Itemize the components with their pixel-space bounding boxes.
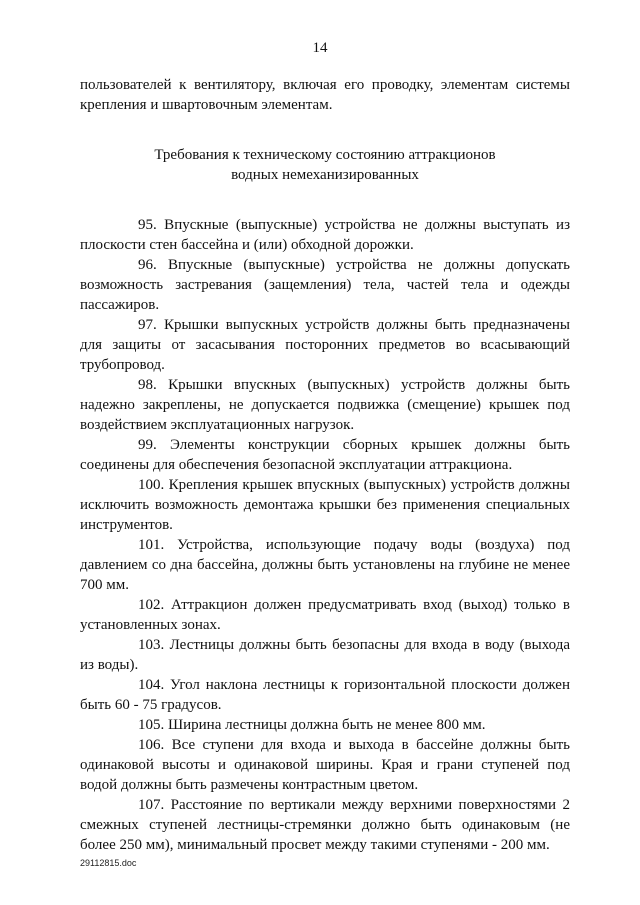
section-heading-line-1: Требования к техническому состоянию аттракционов — [154, 147, 496, 163]
item-95: 95. Впускные (выпускные) устройства не должны выступать из плоскости стен бассейна и (или) обходной дорожки. — [80, 217, 570, 253]
item-96: 96. Впускные (выпускные) устройства не должны допускать возможность застревания (защемления) тела, частей тела и одежды пассажиров. — [80, 257, 570, 313]
item-99: 99. Элементы конструкции сборных крышек должны быть соединены для обеспечения безопасной эксплуатации аттракциона. — [80, 437, 570, 473]
item-107: 107. Расстояние по вертикали между верхними поверхностями 2 смежных ступеней лестницы-стремянки должно быть одинаковым (не более 250 мм), минимальный просвет между такими ступенями - 200 мм. — [80, 797, 570, 853]
item-98: 98. Крышки впускных (выпускных) устройств должны быть надежно закреплены, не допускается подвижка (смещение) крышек под воздействием эксплуатационных нагрузок. — [80, 377, 570, 433]
document-body — [80, 75, 570, 855]
page-number: 14 — [312, 40, 328, 56]
footer-filename: 29112815.doc — [80, 858, 137, 868]
section-heading-line-2: водных немеханизированных — [231, 167, 419, 183]
item-103: 103. Лестницы должны быть безопасны для входа в воду (выхода из воды). — [80, 637, 570, 673]
item-105: 105. Ширина лестницы должна быть не менее 800 мм. — [138, 717, 486, 733]
item-100: 100. Крепления крышек впускных (выпускных) устройств должны исключить возможность демонтажа крышки без применения специальных инструментов. — [80, 477, 570, 533]
item-102: 102. Аттракцион должен предусматривать вход (выход) только в установленных зонах. — [80, 597, 570, 633]
intro-paragraph: пользователей к вентилятору, включая его проводку, элементам системы крепления и швартовочным элементам. — [80, 77, 570, 113]
item-101: 101. Устройства, использующие подачу воды (воздуха) под давлением со дна бассейна, должны быть установлены на глубине не менее 700 мм. — [80, 537, 570, 593]
item-104: 104. Угол наклона лестницы к горизонтальной плоскости должен быть 60 - 75 градусов. — [80, 677, 570, 713]
item-106: 106. Все ступени для входа и выхода в бассейне должны быть одинаковой высоты и одинаковой ширины. Края и грани ступеней под водой должны быть размечены контрастным цветом. — [80, 737, 570, 793]
item-97: 97. Крышки выпускных устройств должны быть предназначены для защиты от засасывания посторонних предметов во всасывающий трубопровод. — [80, 317, 570, 373]
section-heading — [80, 145, 570, 185]
